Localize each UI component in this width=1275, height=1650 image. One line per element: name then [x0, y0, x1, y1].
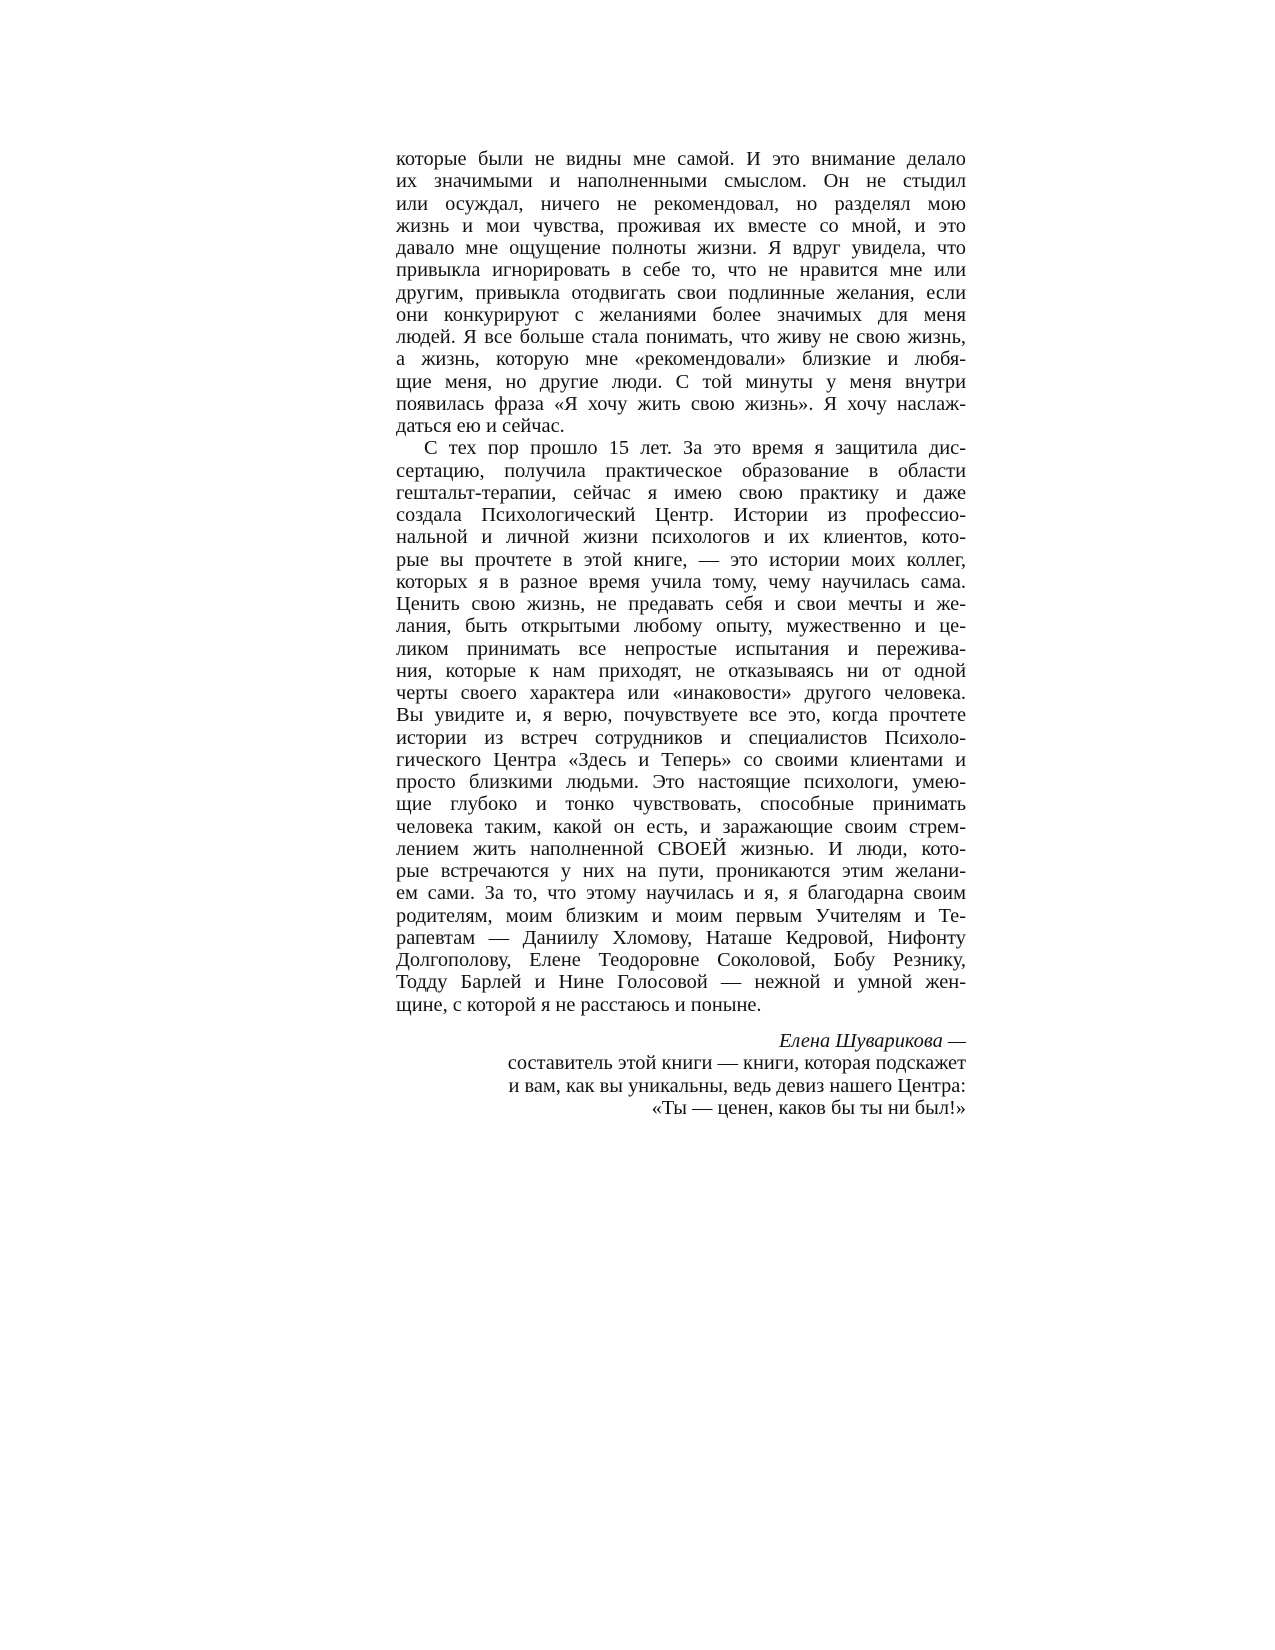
paragraph-1-line: они конкурируют с желаниями более значимых для меня	[396, 303, 966, 326]
paragraph-2-line: рапевтам — Даниилу Хломову, Наташе Кедровой, Нифонту	[396, 926, 966, 949]
paragraph-2-line: гештальт-терапии, сейчас я имею свою практику и даже	[396, 481, 966, 504]
paragraph-2-line: черты своего характера или «инаковости» другого человека.	[396, 682, 966, 704]
paragraph-1-line: людей. Я все больше стала понимать, что живу не свою жизнь,	[396, 326, 966, 348]
paragraph-1-line: другим, привыкла отодвигать свои подлинные желания, если	[396, 281, 966, 304]
paragraph-2-line: просто близкими людьми. Это настоящие психологи, умею-	[396, 771, 966, 793]
paragraph-2-line: Ценить свою жизнь, не предавать себя и свои мечты и же-	[396, 593, 966, 615]
paragraph-2-line: Тодду Барлей и Нине Голосовой — нежной и умной жен-	[396, 971, 966, 994]
paragraph-2-line: сертацию, получила практическое образование в области	[396, 459, 966, 482]
paragraph-1-line: даться ею и сейчас.	[396, 415, 565, 437]
paragraph-2-line: щие глубоко и тонко чувствовать, способные принимать	[396, 793, 966, 816]
paragraph-2-line: истории из встреч сотрудников и специалистов Психоло-	[396, 726, 966, 749]
paragraph-2-line: С тех пор прошло 15 лет. За это время я защитила дис-	[424, 437, 966, 460]
paragraph-2	[396, 437, 966, 1016]
signature-author: Елена Шуварикова —	[778, 1030, 966, 1052]
paragraph-1-line: или осуждал, ничего не рекомендовал, но разделял мою	[396, 192, 966, 215]
paragraph-2-line: лением жить наполненной СВОЕЙ жизнью. И люди, кото-	[396, 837, 966, 860]
signature-motto: «Ты — ценен, каков бы ты ни был!»	[651, 1096, 966, 1119]
paragraph-2-line: ликом принимать все непростые испытания и пережива-	[396, 637, 966, 660]
paragraph-2-line: Долгополову, Елене Теодоровне Соколовой, Бобу Резнику,	[396, 949, 966, 971]
paragraph-2-line: гического Центра «Здесь и Теперь» со своими клиентами и	[396, 748, 966, 771]
paragraph-2-line: лания, быть открытыми любому опыту, мужественно и це-	[396, 615, 966, 638]
paragraph-2-line: щине, с которой я не расстаюсь и поныне.	[396, 993, 762, 1016]
paragraph-2-line: рые встречаются у них на пути, проникаются этим желани-	[396, 860, 966, 882]
paragraph-2-line: ния, которые к нам приходят, не отказываясь ни от одной	[396, 659, 966, 682]
paragraph-1-line: появилась фраза «Я хочу жить свою жизнь». Я хочу наслаж-	[396, 392, 966, 415]
paragraph-2-line: человека таким, какой он есть, и заражающие своим стрем-	[396, 815, 966, 838]
paragraph-1-line: жизнь и мои чувства, проживая их вместе со мной, и это	[396, 214, 966, 237]
paragraph-1-line: щие меня, но другие люди. С той минуты у меня внутри	[396, 370, 966, 393]
signature-line: составитель этой книги — книги, которая подскажет	[507, 1052, 966, 1075]
paragraph-2-line: ем сами. За то, что этому научилась и я, я благодарна своим	[396, 882, 966, 905]
paragraph-2-line: Вы увидите и, я верю, почувствуете все это, когда прочтете	[396, 704, 966, 727]
signature-block	[396, 1030, 966, 1119]
paragraph-1-line: а жизнь, которую мне «рекомендовали» близкие и любя-	[396, 348, 966, 371]
paragraph-1-line: давало мне ощущение полноты жизни. Я вдруг увидела, что	[396, 237, 966, 259]
paragraph-2-line: нальной и личной жизни психологов и их клиентов, кото-	[396, 526, 966, 549]
main-text	[396, 148, 966, 1016]
paragraph-1-line: которые были не видны мне самой. И это внимание делало	[396, 148, 966, 170]
paragraph-1-line: их значимыми и наполненными смыслом. Он не стыдил	[396, 170, 966, 193]
paragraph-2-line: родителям, моим близким и моим первым Учителям и Те-	[396, 904, 966, 927]
signature-line: и вам, как вы уникальны, ведь девиз нашего Центра:	[508, 1074, 966, 1097]
paragraph-1-line: привыкла игнорировать в себе то, что не нравится мне или	[396, 259, 966, 282]
paragraph-2-line: которых я в разное время учила тому, чему научилась сама.	[396, 570, 966, 593]
paragraph-2-line: создала Психологический Центр. Истории из профессио-	[396, 504, 966, 526]
paragraph-1	[396, 148, 966, 437]
paragraph-2-line: рые вы прочтете в этой книге, — это истории моих коллег,	[396, 548, 966, 571]
